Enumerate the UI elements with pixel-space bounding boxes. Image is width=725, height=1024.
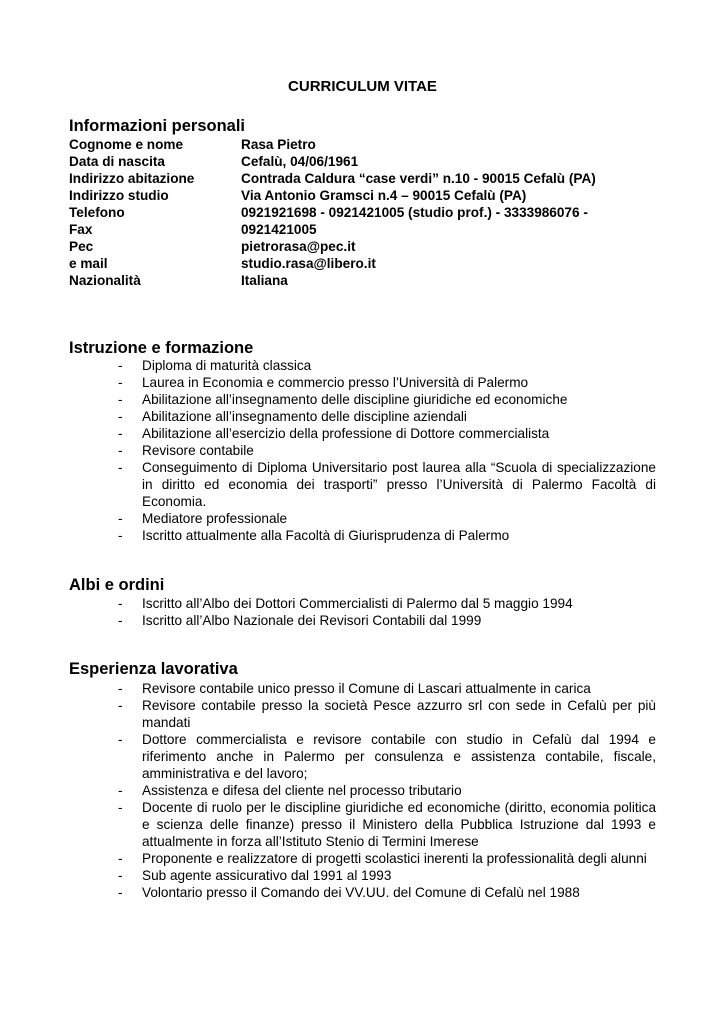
list-item <box>118 425 656 442</box>
list-item-text: Volontario presso il Comando dei VV.UU. del Comune di Cefalù nel 1988 <box>142 885 580 900</box>
list-item <box>118 697 656 731</box>
list-item <box>118 612 656 629</box>
personal-info-label: Telefono <box>69 205 125 220</box>
personal-info-value: Rasa Pietro <box>241 137 316 152</box>
bullet-dash: - <box>118 528 123 543</box>
section-heading-education: Istruzione e formazione <box>69 339 254 357</box>
bullet-dash: - <box>118 596 123 611</box>
list-item <box>118 595 656 612</box>
bullet-dash: - <box>118 681 123 696</box>
list-item <box>118 884 656 901</box>
personal-info-value: 0921921698 - 0921421005 (studio prof.) - 3333986076 - <box>241 205 588 220</box>
list-item <box>118 374 656 391</box>
list-item-text: Proponente e realizzatore di progetti scolastici inerenti la professionalità degli alunni <box>142 851 647 866</box>
list-item-text: Assistenza e difesa del cliente nel processo tributario <box>142 783 462 798</box>
section-heading-registers: Albi e ordini <box>69 576 165 594</box>
personal-info-value: Via Antonio Gramsci n.4 – 90015 Cefalù (PA) <box>241 188 527 203</box>
bullet-dash: - <box>118 698 123 713</box>
bullet-dash: - <box>118 375 123 390</box>
list-item <box>118 782 656 799</box>
list-item-text: Diploma di maturità classica <box>142 358 312 373</box>
personal-info-label: Fax <box>69 222 93 237</box>
list-item <box>118 527 656 544</box>
list-item-text: Sub agente assicurativo dal 1991 al 1993 <box>142 868 392 883</box>
list-item-text: Dottore commercialista e revisore contabile con studio in Cefalù dal 1994 e riferimento anche in Palermo per consulenza e assistenza contabile, fiscale, amministrativa e del lavoro; <box>142 732 656 781</box>
personal-info-value: 0921421005 <box>241 222 317 237</box>
list-item-text: Iscritto attualmente alla Facoltà di Giurisprudenza di Palermo <box>142 528 510 543</box>
list-item <box>118 680 656 697</box>
list-item-text: Abilitazione all’esercizio della professione di Dottore commercialista <box>142 426 550 441</box>
list-item-text: Conseguimento di Diploma Universitario post laurea alla “Scuola di specializzazione in diritto ed economia dei trasporti” presso l’Università di Palermo Facoltà di Economia. <box>142 460 656 509</box>
list-item <box>118 850 656 867</box>
list-item-text: Iscritto all’Albo dei Dottori Commercialisti di Palermo dal 5 maggio 1994 <box>142 596 573 611</box>
list-item <box>118 357 656 374</box>
list-item <box>118 442 656 459</box>
list-item-text: Iscritto all’Albo Nazionale dei Revisori Contabili dal 1999 <box>142 613 482 628</box>
bullet-dash: - <box>118 409 123 424</box>
list-item-text: Docente di ruolo per le discipline giuridiche ed economiche (diritto, economia politica e scienza delle finanze) presso il Ministero della Pubblica Istruzione dal 1993 e attualmente in forza all’Istituto Stenio di Termini Imerese <box>142 800 656 849</box>
section-heading-personal: Informazioni personali <box>69 117 246 135</box>
bullet-dash: - <box>118 800 123 815</box>
list-item-text: Abilitazione all’insegnamento delle discipline giuridiche ed economiche <box>142 392 568 407</box>
bullet-dash: - <box>118 732 123 747</box>
registers-list <box>118 595 656 629</box>
bullet-dash: - <box>118 868 123 883</box>
bullet-dash: - <box>118 885 123 900</box>
bullet-dash: - <box>118 426 123 441</box>
list-item <box>118 799 656 850</box>
bullet-dash: - <box>118 460 123 475</box>
personal-info-label: e mail <box>69 256 108 271</box>
personal-info-value: Cefalù, 04/06/1961 <box>241 154 359 169</box>
list-item <box>118 391 656 408</box>
bullet-dash: - <box>118 443 123 458</box>
list-item <box>118 731 656 782</box>
personal-info-value: studio.rasa@libero.it <box>241 256 376 271</box>
list-item <box>118 459 656 510</box>
personal-info-label: Pec <box>69 239 94 254</box>
list-item-text: Revisore contabile presso la società Pesce azzurro srl con sede in Cefalù per più mandati <box>142 698 656 730</box>
personal-info-label: Nazionalità <box>69 273 141 288</box>
list-item-text: Laurea in Economia e commercio presso l’Università di Palermo <box>142 375 529 390</box>
personal-info-label: Cognome e nome <box>69 137 184 152</box>
document-title: CURRICULUM VITAE <box>288 78 437 95</box>
list-item <box>118 510 656 527</box>
personal-info-label: Indirizzo abitazione <box>69 171 195 186</box>
list-item-text: Revisore contabile <box>142 443 254 458</box>
education-list <box>118 357 656 544</box>
personal-info-value: Contrada Caldura “case verdi” n.10 - 90015 Cefalù (PA) <box>241 171 596 186</box>
personal-info-value: Italiana <box>241 273 288 288</box>
list-item-text: Abilitazione all’insegnamento delle discipline aziendali <box>142 409 467 424</box>
bullet-dash: - <box>118 851 123 866</box>
bullet-dash: - <box>118 358 123 373</box>
section-heading-experience: Esperienza lavorativa <box>69 660 238 678</box>
list-item-text: Revisore contabile unico presso il Comune di Lascari attualmente in carica <box>142 681 591 696</box>
list-item <box>118 867 656 884</box>
bullet-dash: - <box>118 783 123 798</box>
list-item <box>118 408 656 425</box>
bullet-dash: - <box>118 392 123 407</box>
experience-list <box>118 680 656 901</box>
bullet-dash: - <box>118 613 123 628</box>
personal-info-label: Data di nascita <box>69 154 165 169</box>
personal-info-value: pietrorasa@pec.it <box>241 239 356 254</box>
list-item-text: Mediatore professionale <box>142 511 288 526</box>
personal-info-label: Indirizzo studio <box>69 188 169 203</box>
bullet-dash: - <box>118 511 123 526</box>
